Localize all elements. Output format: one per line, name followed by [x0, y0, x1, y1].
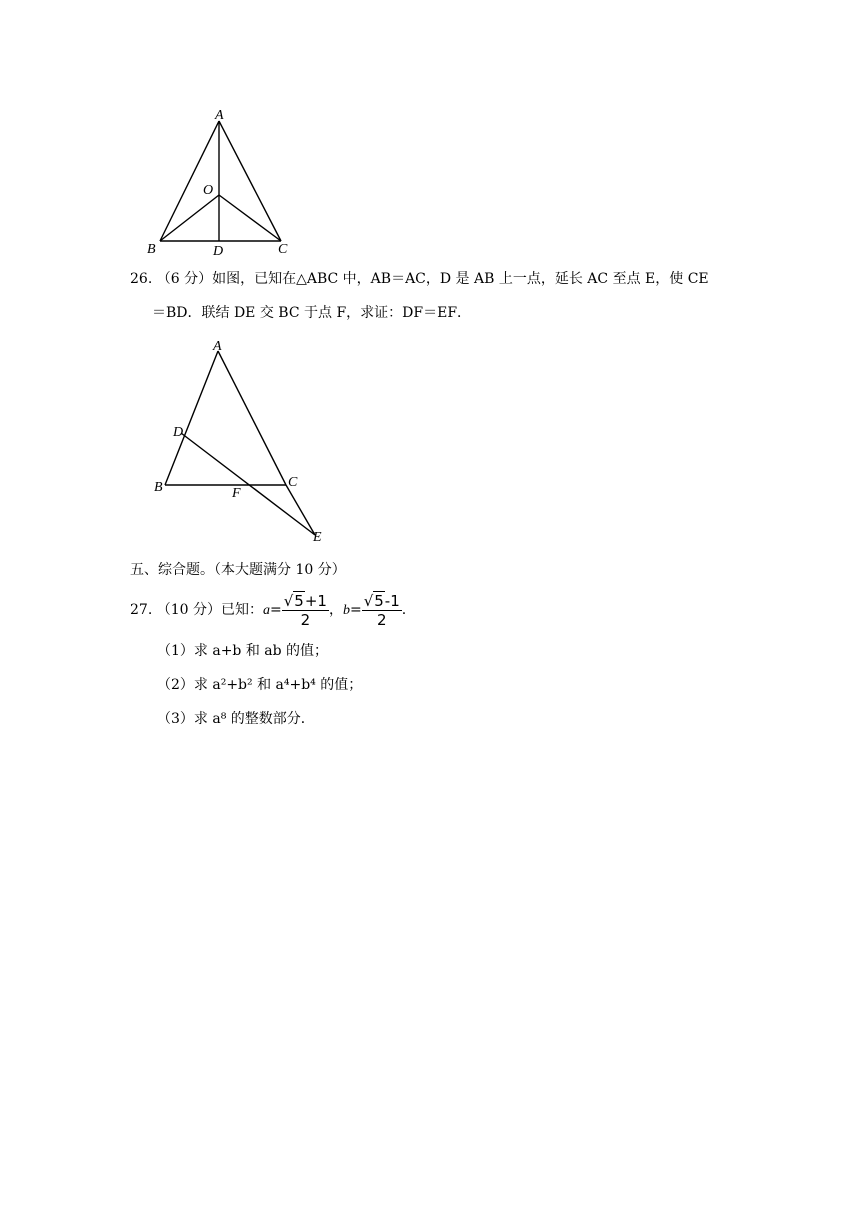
point-label-f: F	[232, 486, 241, 501]
vertex-label-c: C	[278, 242, 288, 257]
numerator-rest-a: +1	[304, 591, 327, 610]
vertex-label-a: A	[213, 339, 222, 354]
variable-a: a	[262, 603, 270, 618]
section-5-heading: 五、综合题。（本大题满分 10 分）	[130, 562, 346, 578]
point-label-d: D	[213, 244, 224, 259]
figure-triangle-abc-with-o	[140, 105, 300, 265]
radicand-b: 5	[374, 591, 384, 610]
question-26-line-2	[152, 304, 471, 322]
numerator-rest-b: -1	[384, 591, 400, 610]
question-26-score: （6 分）	[156, 271, 213, 287]
figure-triangle-abc-de	[145, 335, 345, 550]
question-26-number: 26.	[130, 271, 153, 287]
question-26-text-2: ＝BD．联结 DE 交 BC 于点 F，求证：DF＝EF．	[152, 305, 472, 321]
radicand-a: 5	[294, 591, 304, 610]
denominator-a: 2	[300, 610, 311, 629]
vertex-label-c: C	[288, 475, 298, 490]
question-27-line: 27. （10 分）已知：a= $\frac{√5+1}{2}$ ，b= $\frac{√5-1}{2}$ .	[130, 591, 407, 629]
fraction-a	[282, 592, 329, 629]
sqrt-icon: √	[363, 591, 374, 610]
sqrt-icon: √	[283, 591, 294, 610]
question-27-part-3: （3）求 a⁸ 的整数部分．	[157, 711, 315, 727]
vertex-label-a: A	[215, 108, 224, 123]
question-27-part-1: （1）求 a+b 和 ab 的值；	[157, 643, 329, 659]
question-26-text-1: 如图，已知在△ABC 中，AB＝AC，D 是 AB 上一点，延长 AC 至点 E，使 CE	[212, 271, 709, 287]
vertex-label-b: B	[154, 480, 163, 495]
point-label-d: D	[173, 425, 184, 440]
question-27-part-2: （2）求 a²+b² 和 a⁴+b⁴ 的值；	[157, 677, 363, 693]
question-27-number: 27.	[130, 602, 153, 618]
question-26-line-1	[130, 270, 709, 288]
variable-b: b	[342, 603, 350, 618]
question-27-given: 已知：	[220, 602, 263, 618]
denominator-b: 2	[376, 610, 387, 629]
question-27-score: （10 分）	[156, 602, 221, 618]
point-label-o: O	[203, 183, 214, 198]
vertex-label-b: B	[147, 242, 156, 257]
fraction-b	[362, 592, 402, 629]
point-label-e: E	[313, 530, 322, 545]
